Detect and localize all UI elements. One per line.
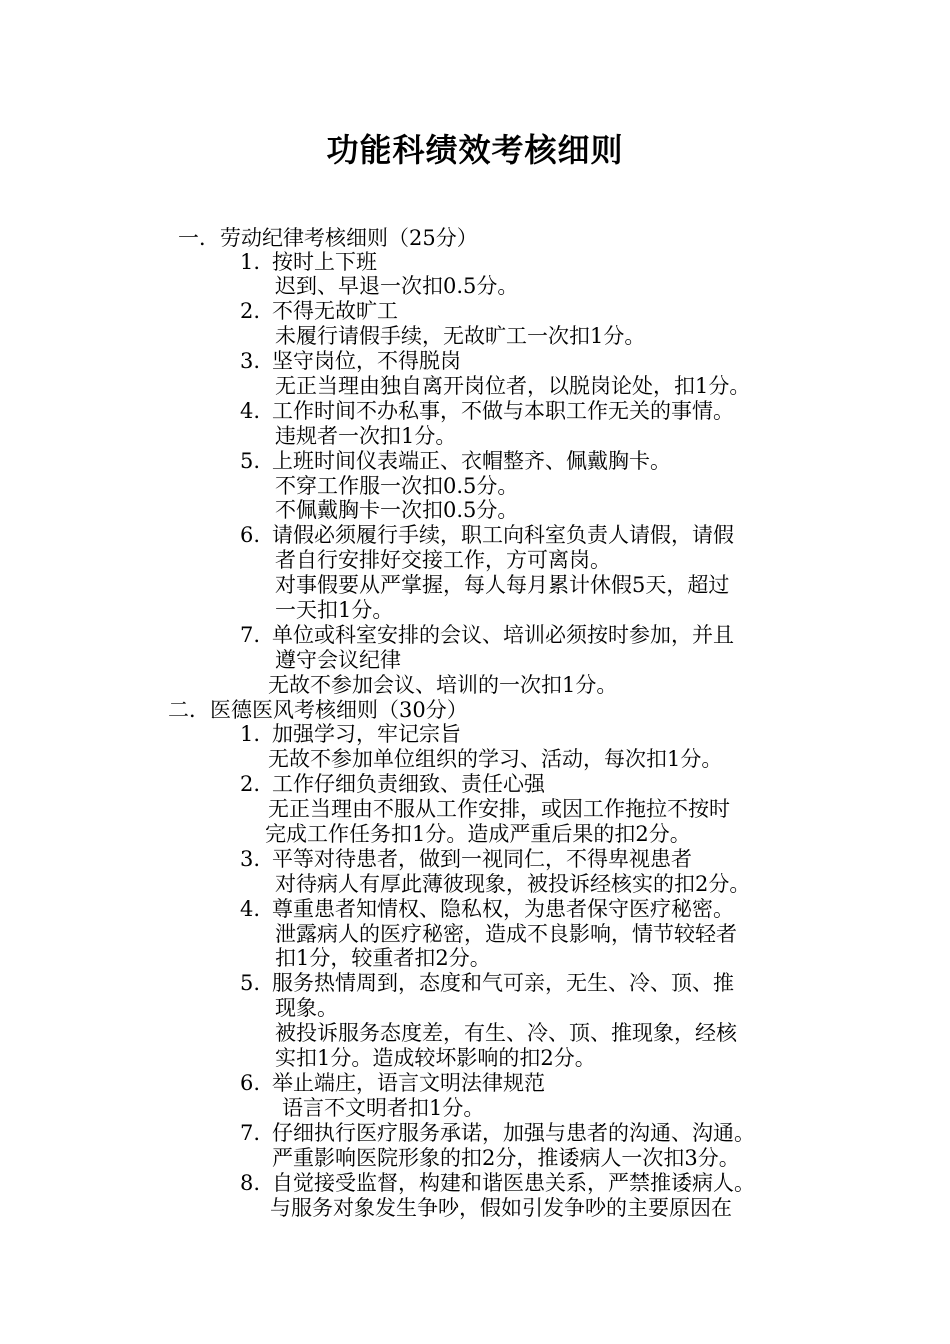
list-item bbox=[240, 299, 398, 323]
item-number: 3. bbox=[240, 349, 261, 373]
item-text: 加强学习，牢记宗旨 bbox=[272, 722, 461, 746]
item-detail: 一天扣1分。 bbox=[275, 598, 394, 622]
item-text: 平等对待患者，做到一视同仁，不得卑视患者 bbox=[272, 847, 692, 871]
list-item bbox=[240, 349, 461, 373]
item-detail: 泄露病人的医疗秘密，造成不良影响，情节较轻者 bbox=[275, 922, 737, 946]
list-item bbox=[240, 897, 734, 921]
list-item bbox=[240, 971, 734, 995]
item-number: 8. bbox=[240, 1171, 261, 1195]
item-detail: 完成工作任务扣1分。造成严重后果的扣2分。 bbox=[265, 822, 691, 846]
item-number: 2. bbox=[240, 772, 261, 796]
item-detail: 严重影响医院形象的扣2分，推诿病人一次扣3分。 bbox=[272, 1146, 740, 1170]
item-text-continued: 现象。 bbox=[275, 996, 338, 1020]
item-text: 坚守岗位，不得脱岗 bbox=[272, 349, 461, 373]
item-number: 5. bbox=[240, 971, 261, 995]
item-number: 6. bbox=[240, 523, 261, 547]
item-text-continued: 遵守会议纪律 bbox=[275, 648, 401, 672]
list-item bbox=[240, 847, 692, 871]
item-text: 请假必须履行手续，职工向科室负责人请假，请假 bbox=[272, 523, 734, 547]
list-item bbox=[240, 1071, 545, 1095]
item-text: 仔细执行医疗服务承诺，加强与患者的沟通、沟通。 bbox=[272, 1121, 755, 1145]
item-detail: 对待病人有厚此薄彼现象，被投诉经核实的扣2分。 bbox=[275, 872, 751, 896]
item-number: 6. bbox=[240, 1071, 261, 1095]
list-item bbox=[240, 1121, 755, 1145]
item-detail: 对事假要从严掌握，每人每月累计休假5天，超过 bbox=[275, 573, 730, 597]
item-text: 自觉接受监督，构建和谐医患关系，严禁推诿病人。 bbox=[272, 1171, 755, 1195]
item-text: 举止端庄，语言文明法律规范 bbox=[272, 1071, 545, 1095]
item-detail: 不穿工作服一次扣0.5分。 bbox=[275, 474, 519, 498]
item-detail: 未履行请假手续，无故旷工一次扣1分。 bbox=[275, 324, 646, 348]
item-text: 工作仔细负责细致、责任心强 bbox=[272, 772, 545, 796]
list-item bbox=[240, 399, 734, 423]
item-number: 3. bbox=[240, 847, 261, 871]
item-text: 服务热情周到，态度和气可亲，无生、冷、顶、推 bbox=[272, 971, 734, 995]
list-item bbox=[240, 722, 461, 746]
item-number: 1. bbox=[240, 250, 261, 274]
item-text: 尊重患者知情权、隐私权，为患者保守医疗秘密。 bbox=[272, 897, 734, 921]
item-number: 4. bbox=[240, 399, 261, 423]
item-text: 上班时间仪表端正、衣帽整齐、佩戴胸卡。 bbox=[272, 449, 671, 473]
list-item bbox=[240, 1171, 755, 1195]
item-number: 4. bbox=[240, 897, 261, 921]
item-text: 不得无故旷工 bbox=[272, 299, 398, 323]
item-detail: 语言不文明者扣1分。 bbox=[282, 1096, 485, 1120]
item-detail: 不佩戴胸卡一次扣0.5分。 bbox=[275, 498, 519, 522]
item-number: 2. bbox=[240, 299, 261, 323]
item-detail: 无故不参加单位组织的学习、活动，每次扣1分。 bbox=[268, 747, 723, 771]
list-item bbox=[240, 250, 377, 274]
item-detail: 无正当理由独自离开岗位者，以脱岗论处，扣1分。 bbox=[275, 374, 751, 398]
item-detail: 违规者一次扣1分。 bbox=[275, 424, 457, 448]
item-text-continued: 者自行安排好交接工作，方可离岗。 bbox=[275, 548, 611, 572]
item-detail: 扣1分，较重者扣2分。 bbox=[275, 946, 491, 970]
item-text: 工作时间不办私事，不做与本职工作无关的事情。 bbox=[272, 399, 734, 423]
section-heading-2: 二．医德医风考核细则（30分） bbox=[168, 698, 468, 722]
item-number: 1. bbox=[240, 722, 261, 746]
list-item bbox=[240, 449, 671, 473]
list-item bbox=[240, 772, 545, 796]
item-number: 7. bbox=[240, 1121, 261, 1145]
item-text: 单位或科室安排的会议、培训必须按时参加，并且 bbox=[272, 623, 734, 647]
item-detail: 无正当理由不服从工作安排，或因工作拖拉不按时 bbox=[268, 797, 730, 821]
item-number: 5. bbox=[240, 449, 261, 473]
document-title: 功能科绩效考核细则 bbox=[326, 131, 624, 169]
item-detail: 无故不参加会议、培训的一次扣1分。 bbox=[268, 673, 618, 697]
item-number: 7. bbox=[240, 623, 261, 647]
list-item bbox=[240, 623, 734, 647]
item-detail: 迟到、早退一次扣0.5分。 bbox=[275, 274, 519, 298]
section-heading-1: 一．劳动纪律考核细则（25分） bbox=[178, 226, 478, 250]
item-detail: 被投诉服务态度差，有生、冷、顶、推现象，经核 bbox=[275, 1021, 737, 1045]
item-detail: 与服务对象发生争吵，假如引发争吵的主要原因在 bbox=[270, 1196, 732, 1220]
item-text: 按时上下班 bbox=[272, 250, 377, 274]
item-detail: 实扣1分。造成较坏影响的扣2分。 bbox=[275, 1046, 596, 1070]
list-item bbox=[240, 523, 734, 547]
